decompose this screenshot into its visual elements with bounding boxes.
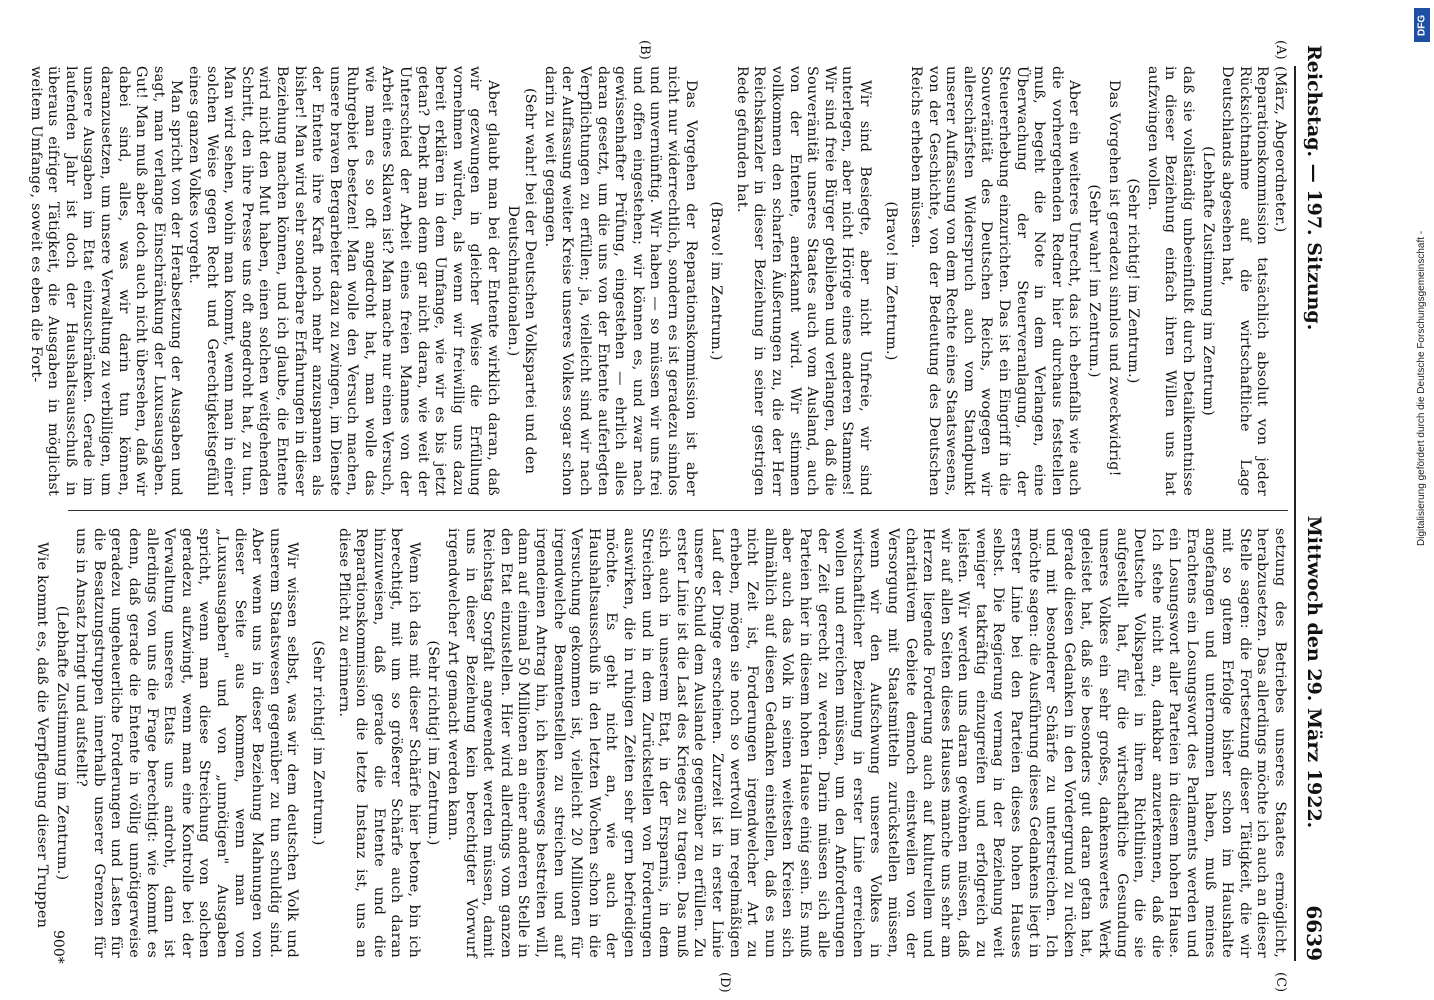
interjection: (Bravo! im Zentrum.)	[708, 201, 725, 361]
page-header	[1294, 45, 1334, 961]
interjection: (Sehr richtig! im Zentrum.)	[309, 640, 326, 846]
interjection: (Sehr wahr! im Zentrum.)	[1086, 184, 1103, 378]
digitization-credit: Digitalisierung gefördert durch die Deutsche Forschungsgemeinschaft -	[1416, 230, 1427, 546]
header-rule	[1294, 66, 1296, 961]
rotated-document-page	[2, 0, 1392, 1000]
digitization-credit-strip	[1410, 0, 1434, 1000]
margin-mark-b: (B)	[637, 40, 652, 60]
column-divider	[68, 510, 1288, 511]
interjection: (Sehr richtig! im Zentrum.)	[425, 640, 442, 846]
paragraph: Man spricht von der Herabsetzung der Ausgaben und sagt, man verlange Einschränkung der Luxusausgaben. Gut! Man muß aber doch auch nicht übersehen, daß wir dabei sind, alles, was wir darin tun können, daranzusetzen, um unsere Verwaltung zu verbilligen, um unsere Ausgaben im Etat einzuschränken. Gerade im laufenden Jahr ist doch der Haushaltsausschuß in überaus eifriger Tätigkeit, die Ausgaben in möglichst weitem Umfange, soweit es eben die Fort-	[27, 66, 185, 496]
paragraph: daß sie vollständig unbeeinflußt durch Detailkenntnisse in dieser Beziehung einfach ihren Willen uns hat aufzwingen wollen.	[1144, 66, 1197, 496]
interjection: (Lebhafte Zustimmung im Zentrum.)	[53, 605, 70, 881]
paragraph: Aber glaubt man bei der Entente wirklich daran, daß wir gezwungen in gleicher Weise die Erfüllung vornehmen würden, als wenn wir freiwillig uns dazu bereit erklären in dem Umfange, wie wir es bis jetzt getan? Denkt man denn gar nicht daran, wie weit der Unterschied der Arbeit eines freien Mannes von der Arbeit eines Sklaven ist? Man mache nur einen Versuch, wie man es so oft angedroht hat, man wolle das Ruhrgebiet besetzen! Man wolle den Versuch machen, unsere braven Bergarbeiter dazu zu zwingen, im Dienste der Entente ihre Kraft noch mehr anzuspannen als bisher! Man wird sehr sonderbare Erfahrungen in dieser Beziehung machen können, und ich glaube, die Entente wird nicht den Mut haben, einen solchen weitgehenden Schritt, den ihre Presse uns oft angedroht hat, zu tun. Man wird sehen, wohin man kommt, wenn man in einer solchen Weise gegen Recht und Gerechtigkeitsgefühl eines ganzen Volkes vorgeht.	[185, 66, 502, 496]
interjection: (Bravo! im Zentrum.)	[882, 201, 899, 361]
margin-mark-a: (A)	[1273, 40, 1288, 60]
paragraph: Wir wissen selbst, was wir dem deutschen Volk und unserem Staatswesen gegenüber zu tun schuldig sind. Aber wenn uns in dieser Beziehung Mahnungen von dieser Seite aus kommen, wenn man von „Luxusausgaben" und von „unnötigen" Ausgaben spricht, wenn man diese Streichung von solchen geradezu aufzwingt, wenn man eine Kontrolle bei der Verwaltung unseres Etats uns androht, dann ist allerdings von uns die Frage berechtigt: wie kommt es denn, daß gerade die Entente in völlig unnötigerweise geradezu ungeheuerliche Forderungen und Lasten für die Besatzungstruppen innerhalb unserer Grenzen für uns in Ansatz bringt und aufstellt?	[73, 528, 301, 958]
paragraph: Reparationskommission tatsächlich absolut von jeder Rücksichtnahme auf die wirtschaftliche Lage Deutschlands abgesehen hat,	[1219, 66, 1271, 496]
dfg-logo: DFG	[1414, 8, 1430, 42]
page-number: 6639	[1302, 905, 1326, 961]
interjection: (Sehr richtig! im Zentrum.)	[1125, 178, 1142, 384]
paragraph: Wenn ich das mit dieser Schärfe hier betone, bin ich berechtigt, mit um so größerer Schärfe auch daran hinzuweisen, daß gerade die Entente und die Reparationskommission die letzte Instanz ist, uns an diese Pflicht zu erinnern.	[335, 528, 422, 958]
header-date: Mittwoch den 29. März 1922.	[1303, 515, 1325, 829]
paragraph: Das Vorgehen ist geradezu sinnlos und zweckwidrig!	[1105, 80, 1122, 477]
right-text-column	[32, 528, 1288, 958]
paragraph: setzung des Betriebes unseres Staates ermöglicht, herabzusetzen. Das allerdings möchte ich auch an dieser Stelle sagen: die Fortsetzung dieser Tätigkeit, die wir mit so gutem Erfolge bisher schon im Haushalte angefangen und unternommen haben, muß meines Erachtens ein Losungswort des Parlaments werden und ein Losungswort aller Parteien in diesem hohen Hause. Ich stehe nicht an, dankbar anzuerkennen, daß die Deutsche Volkspartei in ihren Richtlinien, die sie aufgestellt hat, für die wirtschaftliche Gesundung unseres Volkes ein sehr großes, dankenswertes Werk geleistet hat, daß sie besonders gut daran getan hat, gerade diesen Gedanken in den Vordergrund zu rücken und mit besonderer Schärfe zu unterstreichen. Ich möchte sagen: die Ausführung dieses Gedankens liegt in erster Linie bei den Parteien dieses hohen Hauses selbst. Die Regierung vermag in der Beziehung weit weniger tatkräftig einzugreifen und erfolgreich zu leisten. Wir werden uns daran gewöhnen müssen, daß wir auf allen Seiten dieses Hauses manche uns sehr am Herzen liegende Forderung auch auf kulturellem und charitativem Gebiete dennoch einstweilen von der Versorgung mit Staatsmitteln zurückstellen müssen, wenn wir den Aufschwung unseres Volkes in wirtschaftlicher Beziehung in erster Linie erreichen wollen und erreichen müssen, um den Anforderungen der Zeit gerecht zu werden. Darin müssen sich alle Parteien hier in diesem hohen Hause einig sein. Es muß aber auch das Volk in seinen weitesten Kreisen sich allmählich auf diesen Gedanken einstellen, daß es nun nicht Zeit ist, Forderungen irgendwelcher Art zu erheben, mögen sie noch so wertvoll im regelmäßigen Lauf der Dinge erscheinen. Zurzeit ist in erster Linie unsere Schuld dem Auslande gegenüber zu erfüllen. Zu erster Linie ist die Last des Krieges zu tragen. Das muß sich auch in unserem Etat, in der Ersparnis, in dem Streichen und in dem Zurückstellen von Forderungen auswirken, die in ruhigen Zeiten sehr gern befriedigen möchte. Es geht nicht an, wie auch der Haushaltsausschuß in den letzten Wochen schon in die Versuchung gekommen ist, vielleicht 20 Millionen für irgendwelche Beamtenstellen zu streichen und auf irgendeinen Antrag hin, ich keineswegs bestreiten will, dann auf einmal 50 Millionen an einer anderen Stelle in den Etat einzustellen. Hier wird allerdings vom ganzen Reichstag Sorgfalt angewendet werden müssen, damit uns in dieser Beziehung kein berechtigter Vorwurf irgendwelcher Art gemacht werden kann.	[445, 528, 1288, 958]
paragraph: Wir sind Besiegte, aber nicht Unfreie, wir sind unterlegen, aber nicht Hörige eines anderen Stammes! Wir sind freie Bürger geblieben und verlangen, daß die Souveränität unseres Staates auch vom Ausland, auch von der Entente, anerkannt wird. Wir stimmen vollkommen den scharfen Äußerungen zu, die der Herr Reichskanzler in dieser Beziehung in seiner gestrigen Rede gefunden hat.	[733, 66, 873, 496]
paragraph: Das Vorgehen der Reparationskommission ist aber nicht nur widerrechtlich, sondern es ist geradezu sinnlos und unvernünftig. Wir haben — so müssen wir uns frei und offen eingestehen; wir können es, und zwar nach gewissenhafter Prüfung, eingestehen — ehrlich alles daran gesetzt, um die uns von der Entente auferlegten Verpflichtungen zu erfüllen; ja, vielleicht sind wir nach der Auffassung weiter Kreise unseres Volkes sogar schon darin zu weit gegangen.	[541, 66, 699, 496]
left-text-column	[26, 66, 1288, 496]
interjection: (Lebhafte Zustimmung im Zentrum)	[1199, 146, 1216, 416]
signature-mark: 900*	[50, 930, 66, 964]
speaker-label: (März, Abgeordneter.)	[1272, 66, 1288, 233]
margin-mark-d: (D)	[717, 972, 732, 993]
paragraph: Aber ein weiteres Unrecht, das ich ebenfalls wie auch die vorhergehenden Redner hier durchaus feststellen muß, begeht die Note in dem Verlangen, eine Überwachung der Steuerveranlagung, der Steuererhebung einzurichten. Das ist ein Eingriff in die Souveränität des Deutschen Reichs, wogegen wir allerschärfsten Widerspruch auch vom Standpunkt unserer Auffassung von dem Rechte eines Staatswesens, von der Geschichte, von der Bedeutung des Deutschen Reichs erheben müssen.	[908, 66, 1083, 496]
paragraph: Wie kommt es, daß die Verpflegung dieser Truppen	[34, 542, 51, 929]
margin-mark-c: (C)	[1273, 972, 1288, 993]
interjection: (Sehr wahr! bei der Deutschen Volkspartei und den Deutschnationalen.)	[504, 87, 539, 475]
header-session: Reichstag. — 197. Sitzung.	[1303, 45, 1325, 331]
